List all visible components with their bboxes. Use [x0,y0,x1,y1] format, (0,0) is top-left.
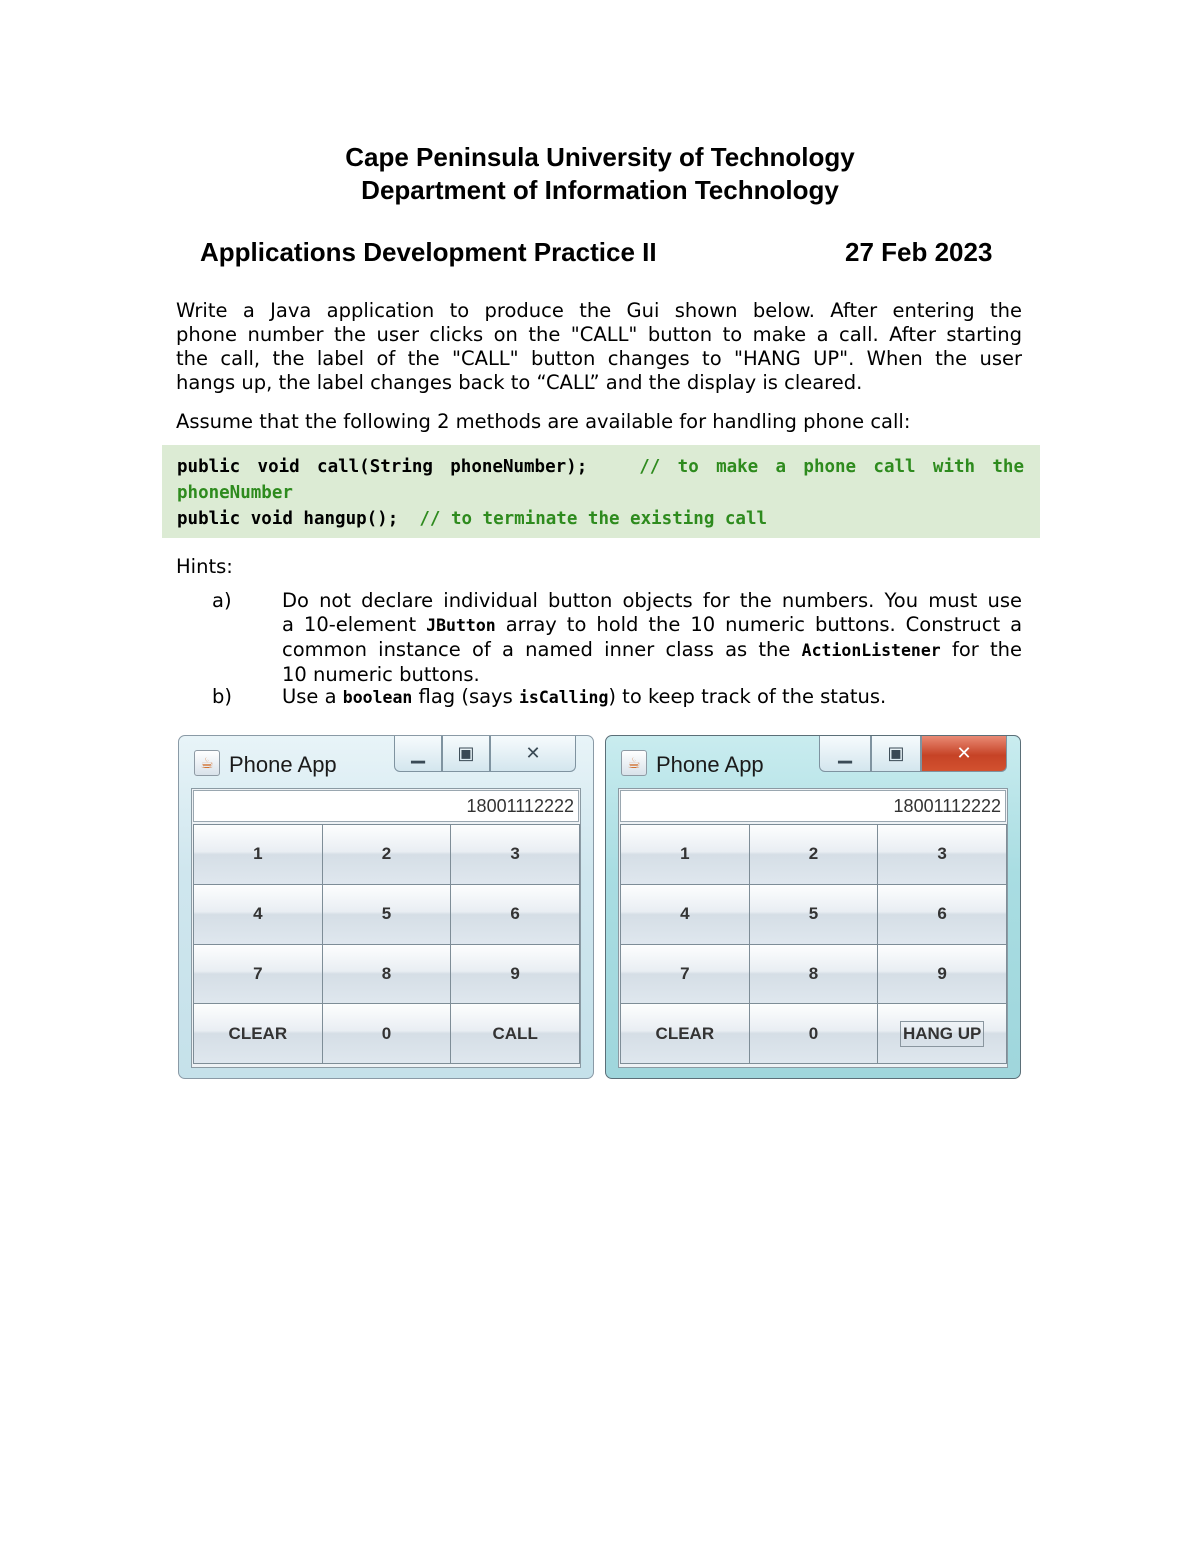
department-title: Department of Information Technology [361,175,839,205]
hint-text: a 10-element [282,613,417,636]
key-7-button[interactable]: 7 [620,944,750,1005]
key-3-button[interactable]: 3 [877,824,1007,885]
code-comment: // to make a phone call with the [639,457,1025,477]
key-1-button[interactable]: 1 [193,824,323,885]
clear-button[interactable]: CLEAR [620,1003,750,1064]
hint-line [282,685,1022,710]
phone-number-display[interactable]: 18001112222 [620,790,1006,822]
key-7-button[interactable]: 7 [193,944,323,1005]
code-line-call [177,454,1024,480]
hint-text: ) to keep track of the status. [608,685,887,708]
code-call-signature: public void call(String phoneNumber); [177,457,588,477]
code-hangup-signature: public void hangup(); [177,509,399,529]
key-8-button[interactable]: 8 [749,944,879,1005]
key-2-button[interactable]: 2 [749,824,879,885]
key-5-button[interactable]: 5 [749,884,879,945]
assume-text [176,410,1022,434]
key-5-button[interactable]: 5 [322,884,452,945]
hint-text: flag (says [418,685,513,708]
code-line-hangup [177,506,1024,532]
intro-line: the call, the label of the "CALL" button changes to "HANG UP". When the user [176,347,1022,370]
hint-a [176,589,1022,685]
java-app-icon: ☕ [194,750,220,776]
code-line-comment-cont: phoneNumber [177,483,293,503]
course-title: Applications Development Practice II [200,237,657,267]
key-0-button[interactable]: 0 [749,1003,879,1064]
code-term: isCalling [518,688,609,707]
minimize-icon[interactable]: ▁ [819,736,871,772]
hint-text: for the [951,638,1023,661]
keypad [620,824,1006,1063]
hint-text: common instance of a named inner class as the [282,638,791,661]
hang-up-label: HANG UP [900,1021,984,1047]
key-6-button[interactable]: 6 [877,884,1007,945]
code-term: JButton [426,616,496,635]
key-6-button[interactable]: 6 [450,884,580,945]
hint-text: array to hold the 10 numeric buttons. Construct a [505,613,1023,636]
window-title: Phone App [229,752,337,777]
hint-b [176,685,1022,709]
keypad [193,824,579,1063]
university-title: Cape Peninsula University of Technology [345,142,855,172]
intro-line: hangs up, the label changes back to “CALL” and the display is cleared. [176,371,863,394]
hint-line: 10 numeric buttons. [282,663,480,686]
code-term: boolean [342,688,413,707]
window-title: Phone App [656,752,764,777]
clear-button[interactable]: CLEAR [193,1003,323,1064]
date-label: 27 Feb 2023 [845,237,993,267]
intro-line: phone number the user clicks on the "CALL" button to make a call. After starting [176,323,1022,346]
key-0-button[interactable]: 0 [322,1003,452,1064]
code-comment: // to terminate the existing call [419,509,768,529]
close-icon[interactable]: ✕ [490,736,576,772]
maximize-icon[interactable]: ▣ [871,736,921,772]
close-icon[interactable]: ✕ [921,736,1007,772]
hint-line: Do not declare individual button objects for the numbers. You must use [282,589,1022,612]
key-8-button[interactable]: 8 [322,944,452,1005]
key-3-button[interactable]: 3 [450,824,580,885]
hang-up-button[interactable] [877,1003,1007,1064]
call-button[interactable]: CALL [450,1003,580,1064]
hint-a-label: a) [212,589,232,612]
assume-line: Assume that the following 2 methods are available for handling phone call: [176,410,911,433]
phone-app-window-call [178,735,594,1079]
key-9-button[interactable]: 9 [877,944,1007,1005]
phone-app-window-hangup [605,735,1021,1079]
maximize-icon[interactable]: ▣ [442,736,490,772]
key-2-button[interactable]: 2 [322,824,452,885]
phone-number-display[interactable]: 18001112222 [193,790,579,822]
phone-panel [191,788,581,1068]
phone-panel [618,788,1008,1068]
key-1-button[interactable]: 1 [620,824,750,885]
code-block [162,445,1040,538]
intro-line: Write a Java application to produce the Gui shown below. After entering the [176,299,1022,322]
key-9-button[interactable]: 9 [450,944,580,1005]
hint-line [282,613,1022,638]
code-term: ActionListener [801,641,941,660]
hint-line [282,638,1022,663]
hints-title: Hints: [176,555,233,578]
hint-text: Use a [282,685,337,708]
key-4-button[interactable]: 4 [193,884,323,945]
intro-paragraph [176,299,1022,395]
key-4-button[interactable]: 4 [620,884,750,945]
hint-b-label: b) [212,685,232,708]
java-app-icon: ☕ [621,750,647,776]
minimize-icon[interactable]: ▁ [394,736,442,772]
